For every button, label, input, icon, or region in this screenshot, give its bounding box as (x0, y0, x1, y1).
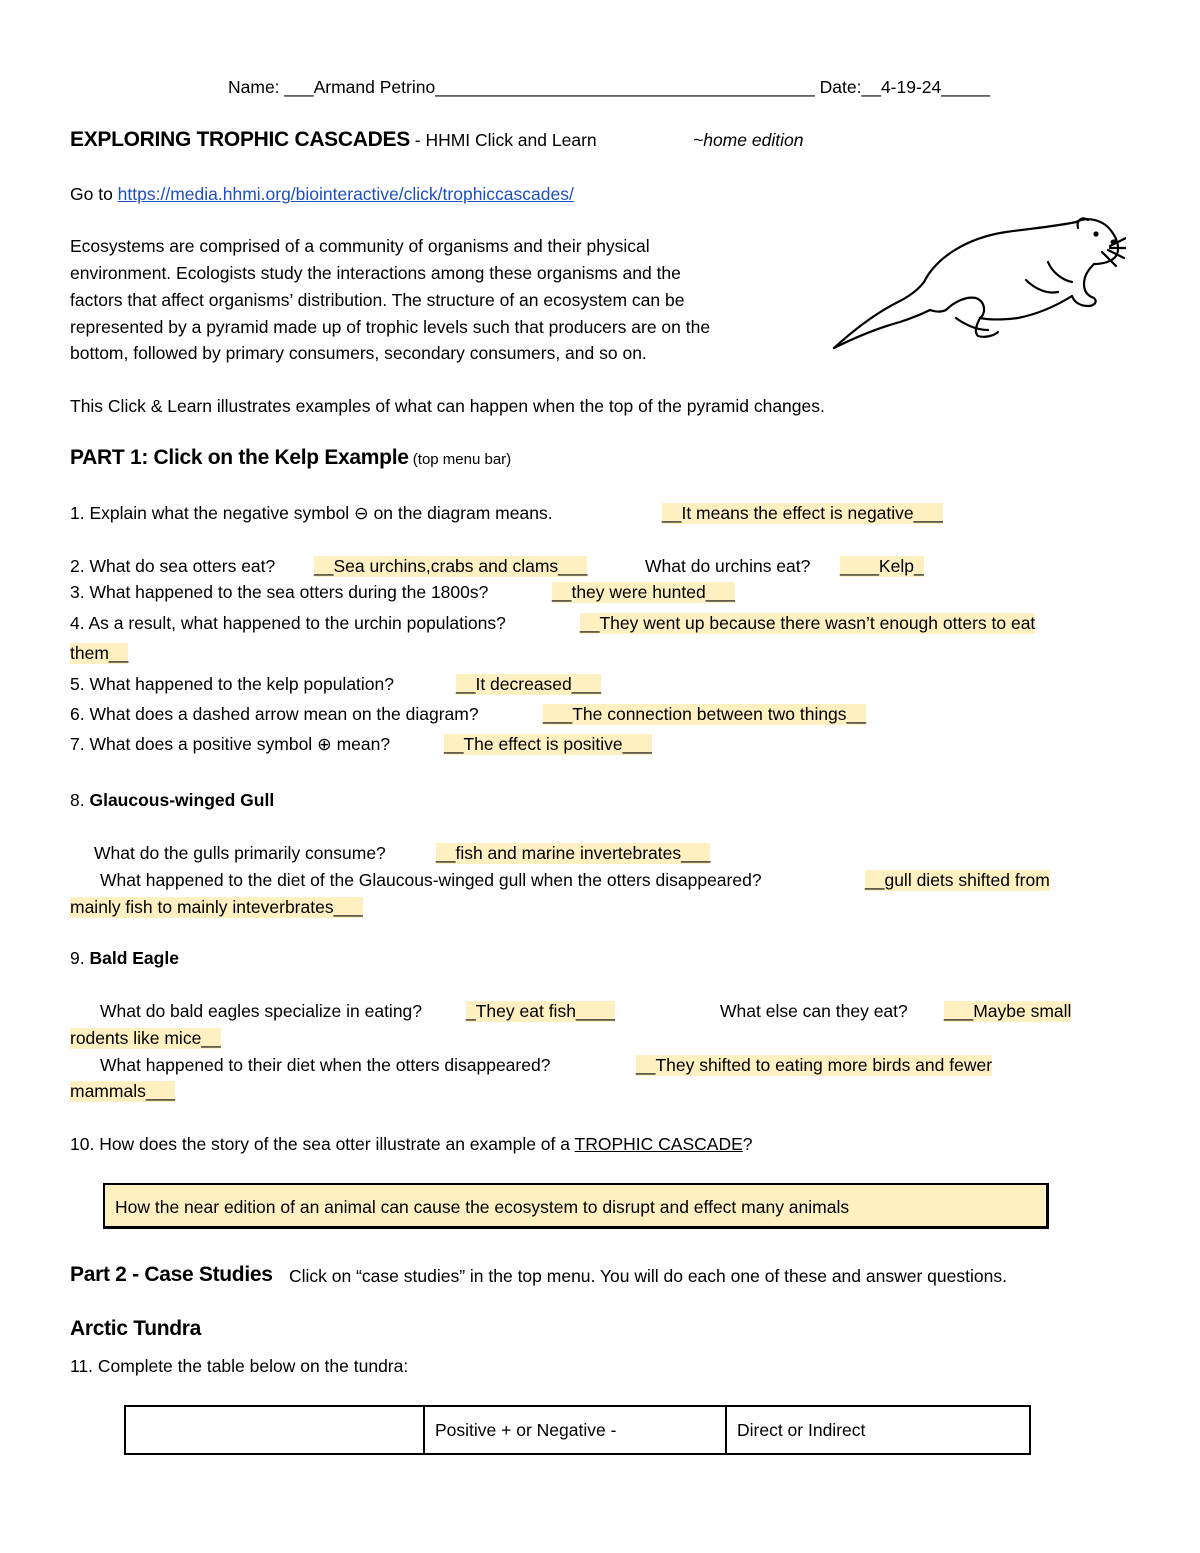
question-10: 10. How does the story of the sea otter illustrate an example of a TROPHIC CASCADE? (70, 1134, 753, 1154)
question-3: 3. What happened to the sea otters during the 1800s? (70, 582, 489, 602)
question-2: 2. What do sea otters eat? (70, 556, 276, 576)
date-label: Date:__ (814, 77, 881, 97)
name-value[interactable]: Armand Petrino (313, 77, 436, 97)
intro-line-1: Ecosystems are comprised of a community of organisms and their physical (70, 236, 650, 256)
answer-5[interactable]: __It decreased___ (456, 674, 601, 694)
eagle-answer-1[interactable]: _They eat fish____ (466, 1001, 615, 1021)
gull-answer-2[interactable]: __gull diets shifted from (865, 870, 1050, 890)
answer-4[interactable]: __They went up because there wasn’t enough otters to eat (580, 613, 1036, 633)
table-header-cell: Direct or Indirect (726, 1406, 1030, 1454)
part2-instruction: Click on “case studies” in the top menu. You will do each one of these and answer questions. (289, 1266, 1007, 1286)
illustration-line: This Click & Learn illustrates examples of what can happen when the top of the pyramid changes. (70, 396, 825, 416)
answer-7[interactable]: __The effect is positive___ (444, 734, 652, 754)
gull-heading-row: 8. Glaucous-winged Gull (70, 790, 275, 810)
gull-answer-2-cont[interactable]: mainly fish to mainly inteverbrates___ (70, 897, 363, 917)
sea-otter-icon (826, 210, 1126, 358)
trophic-cascades-link[interactable]: https://media.hhmi.org/biointeractive/click/trophiccascades/ (117, 184, 574, 204)
gull-question-1: What do the gulls primarily consume? (94, 843, 386, 863)
name-date-line: Name: ___Armand Petrino_______________________________________ Date:__4-19-24_____ (228, 77, 990, 97)
question-1: 1. Explain what the negative symbol ⊖ on the diagram means. (70, 503, 553, 523)
eagle-question-2: What else can they eat? (720, 1001, 908, 1021)
gull-question-2: What happened to the diet of the Glaucous-winged gull when the otters disappeared? (100, 870, 762, 890)
table-row (125, 1406, 1030, 1454)
table-header-cell[interactable] (125, 1406, 424, 1454)
part2-heading: Part 2 - Case Studies (70, 1263, 273, 1286)
answer-4-cont[interactable]: them__ (70, 643, 129, 663)
eagle-question-1: What do bald eagles specialize in eating? (100, 1001, 423, 1021)
eagle-answer-2-cont[interactable]: rodents like mice__ (70, 1028, 221, 1048)
answer-2b[interactable]: ____Kelp_ (840, 556, 924, 576)
goto-line: Go to https://media.hhmi.org/biointeractive/click/trophiccascades/ (70, 184, 574, 204)
eagle-heading: Bald Eagle (89, 948, 179, 968)
edition-label: ~home edition (693, 130, 804, 150)
part2-heading-row (70, 1263, 273, 1287)
table-header-cell: Positive + or Negative - (424, 1406, 726, 1454)
question-6: 6. What does a dashed arrow mean on the diagram? (70, 704, 479, 724)
eagle-question-3: What happened to their diet when the otters disappeared? (100, 1055, 551, 1075)
eagle-answer-3[interactable]: __They shifted to eating more birds and fewer (636, 1055, 993, 1075)
answer-1[interactable]: __It means the effect is negative___ (662, 503, 943, 523)
tundra-table (124, 1405, 1031, 1455)
intro-line-2: environment. Ecologists study the interactions among these organisms and the (70, 263, 681, 283)
answer-10-box[interactable] (103, 1183, 1049, 1229)
intro-line-4: represented by a pyramid made up of trophic levels such that producers are on the (70, 317, 711, 337)
question-5: 5. What happened to the kelp population? (70, 674, 394, 694)
part1-heading-row (70, 446, 511, 470)
gull-heading: Glaucous-winged Gull (89, 790, 275, 810)
answer-10[interactable]: How the near edition of an animal can cause the ecosystem to disrupt and effect many animals (115, 1197, 850, 1217)
answer-6[interactable]: ___The connection between two things__ (543, 704, 867, 724)
answer-2[interactable]: __Sea urchins,crabs and clams___ (314, 556, 588, 576)
page-title: EXPLORING TROPHIC CASCADES (70, 128, 410, 151)
part1-heading: PART 1: Click on the Kelp Example (70, 446, 409, 469)
page-subtitle: - HHMI Click and Learn (409, 130, 597, 150)
question-4: 4. As a result, what happened to the urchin populations? (70, 613, 506, 633)
arctic-tundra-heading: Arctic Tundra (70, 1317, 202, 1340)
page-title-row (70, 128, 597, 152)
question-7: 7. What does a positive symbol ⊕ mean? (70, 734, 391, 754)
eagle-heading-row: 9. Bald Eagle (70, 948, 179, 968)
intro-line-5: bottom, followed by primary consumers, secondary consumers, and so on. (70, 343, 647, 363)
question-2b: What do urchins eat? (645, 556, 811, 576)
eagle-answer-2[interactable]: ___Maybe small (944, 1001, 1072, 1021)
eagle-answer-3-cont[interactable]: mammals___ (70, 1081, 176, 1101)
trophic-cascade-term: TROPHIC CASCADE (574, 1134, 743, 1154)
date-value[interactable]: 4-19-24 (880, 77, 942, 97)
gull-answer-1[interactable]: __fish and marine invertebrates___ (436, 843, 711, 863)
name-label: Name: ___ (228, 77, 314, 97)
intro-line-3: factors that affect organisms’ distribution. The structure of an ecosystem can be (70, 290, 685, 310)
answer-3[interactable]: __they were hunted___ (552, 582, 735, 602)
question-11: 11. Complete the table below on the tundra: (70, 1356, 409, 1376)
part1-heading-note: (top menu bar) (408, 451, 512, 468)
